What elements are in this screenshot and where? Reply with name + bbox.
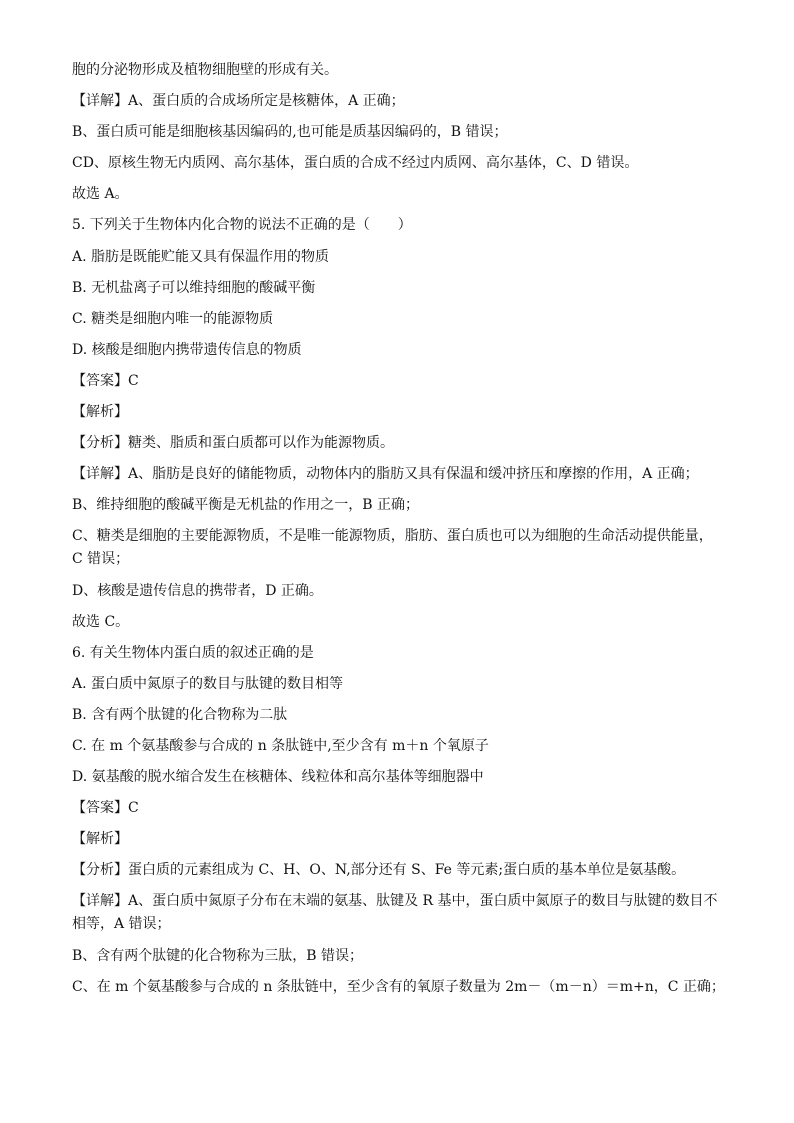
text-line: C、糖类是细胞的主要能源物质，不是唯一能源物质，脂肪、蛋白质也可以为细胞的生命活动提供能量， <box>72 528 713 545</box>
option-a: A. 脂肪是既能贮能又具有保温作用的物质 <box>72 248 330 265</box>
text-line: C、在 m 个氨基酸参与合成的 n 条肽链中，至少含有的氧原子数量为 2m－（m－n）＝m+n，C 正确； <box>72 978 725 995</box>
document-page <box>72 60 732 1008</box>
text-line: CD、原核生物无内质网、高尔基体，蛋白质的合成不经过内质网、高尔基体，C、D 错误。 <box>72 155 639 172</box>
text-line: B、维持细胞的酸碱平衡是无机盐的作用之一，B 正确； <box>72 497 420 514</box>
text-line: 相等，A 错误； <box>72 916 171 933</box>
question-6: 6. 有关生物体内蛋白质的叙述正确的是 <box>72 644 314 661</box>
option-a: A. 蛋白质中氮原子的数目与肽键的数目相等 <box>72 675 344 692</box>
text-line: B、蛋白质可能是细胞核基因编码的,也可能是质基因编码的，B 错误； <box>72 124 508 141</box>
text-line: 【详解】A、脂肪是良好的储能物质，动物体内的脂肪又具有保温和缓冲挤压和摩擦的作用，A 正确； <box>72 466 699 483</box>
option-b: B. 含有两个肽键的化合物称为二肽 <box>72 706 288 723</box>
text-line: 故选 A。 <box>72 186 129 203</box>
analysis-label: 【解析】 <box>72 404 128 421</box>
text-line: D、核酸是遗传信息的携带者，D 正确。 <box>72 582 323 599</box>
answer-label: 【答案】C <box>72 372 139 389</box>
answer-label: 【答案】C <box>72 800 139 817</box>
analysis-label: 【解析】 <box>72 831 128 848</box>
question-5: 5. 下列关于生物体内化合物的说法不正确的是（ ） <box>72 217 412 234</box>
text-line: 【详解】A、蛋白质中氮原子分布在末端的氨基、肽键及 R 基中，蛋白质中氮原子的数目与肽键的数目不 <box>72 893 718 910</box>
option-c: C. 糖类是细胞内唯一的能源物质 <box>72 310 274 327</box>
option-b: B. 无机盐离子可以维持细胞的酸碱平衡 <box>72 279 316 296</box>
text-line: C 错误； <box>72 551 130 568</box>
option-d: D. 核酸是细胞内携带遗传信息的物质 <box>72 341 302 358</box>
text-line: 【分析】蛋白质的元素组成为 C、H、O、N,部分还有 S、Fe 等元素;蛋白质的基本单位是氨基酸。 <box>72 862 686 879</box>
text-line: 【分析】糖类、脂质和蛋白质都可以作为能源物质。 <box>72 435 394 452</box>
text-line: 【详解】A、蛋白质的合成场所定是核糖体，A 正确； <box>72 93 405 110</box>
option-c: C. 在 m 个氨基酸参与合成的 n 条肽链中,至少含有 m＋n 个氧原子 <box>72 737 489 754</box>
option-d: D. 氨基酸的脱水缩合发生在核糖体、线粒体和高尔基体等细胞器中 <box>72 769 484 786</box>
text-line: 胞的分泌物形成及植物细胞壁的形成有关。 <box>72 62 338 78</box>
text-line: 故选 C。 <box>72 613 130 630</box>
text-line: B、含有两个肽键的化合物称为三肽，B 错误； <box>72 947 364 964</box>
